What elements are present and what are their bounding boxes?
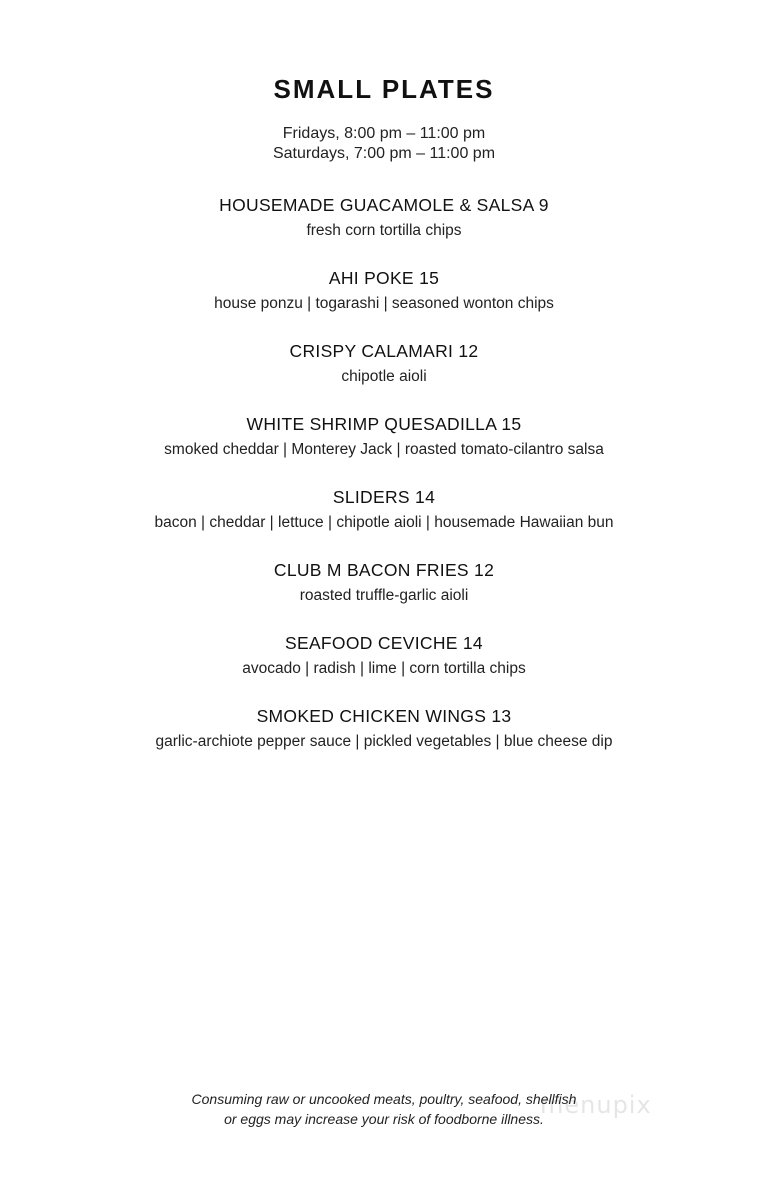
menu-item-description: smoked cheddar | Monterey Jack | roasted tomato-cilantro salsa <box>164 441 604 458</box>
menu-item-name: WHITE SHRIMP QUESADILLA 15 <box>246 414 522 434</box>
menu-item-name: AHI POKE 15 <box>328 268 440 288</box>
menu-item <box>0 705 768 778</box>
menu-item-description: bacon | cheddar | lettuce | chipotle aioli | housemade Hawaiian bun <box>154 514 614 531</box>
menu-item-description: garlic-archiote pepper sauce | pickled vegetables | blue cheese dip <box>155 733 613 750</box>
menu-item <box>0 267 768 340</box>
service-hours <box>0 124 768 164</box>
menu-item-list <box>0 194 768 778</box>
menu-item-description: avocado | radish | lime | corn tortilla chips <box>242 660 526 677</box>
menu-item-name: SEAFOOD CEVICHE 14 <box>285 633 483 653</box>
menu-item-description: roasted truffle-garlic aioli <box>299 587 469 604</box>
menu-item <box>0 413 768 486</box>
food-safety-disclaimer <box>0 1089 768 1129</box>
disclaimer-line-1: Consuming raw or uncooked meats, poultry, seafood, shellfish <box>191 1091 577 1107</box>
hours-line-saturday: Saturdays, 7:00 pm – 11:00 pm <box>272 145 496 162</box>
menu-item <box>0 559 768 632</box>
menu-item-name: HOUSEMADE GUACAMOLE & SALSA 9 <box>219 195 549 215</box>
menu-item-name: CLUB M BACON FRIES 12 <box>273 560 495 580</box>
menu-item <box>0 632 768 705</box>
page-title: SMALL PLATES <box>273 74 495 104</box>
watermark-logo: menupix <box>540 1091 652 1119</box>
menu-item-name: CRISPY CALAMARI 12 <box>289 341 479 361</box>
menu-item-description: chipotle aioli <box>341 368 427 385</box>
menu-item-description: house ponzu | togarashi | seasoned wonton chips <box>214 295 554 312</box>
menu-item <box>0 194 768 267</box>
menu-item <box>0 340 768 413</box>
menu-item <box>0 486 768 559</box>
disclaimer-line-2: or eggs may increase your risk of foodborne illness. <box>224 1111 544 1127</box>
menu-item-name: SLIDERS 14 <box>332 487 436 507</box>
hours-line-friday: Fridays, 8:00 pm – 11:00 pm <box>282 125 486 142</box>
menu-item-description: fresh corn tortilla chips <box>306 222 462 239</box>
menu-item-name: SMOKED CHICKEN WINGS 13 <box>256 706 512 726</box>
